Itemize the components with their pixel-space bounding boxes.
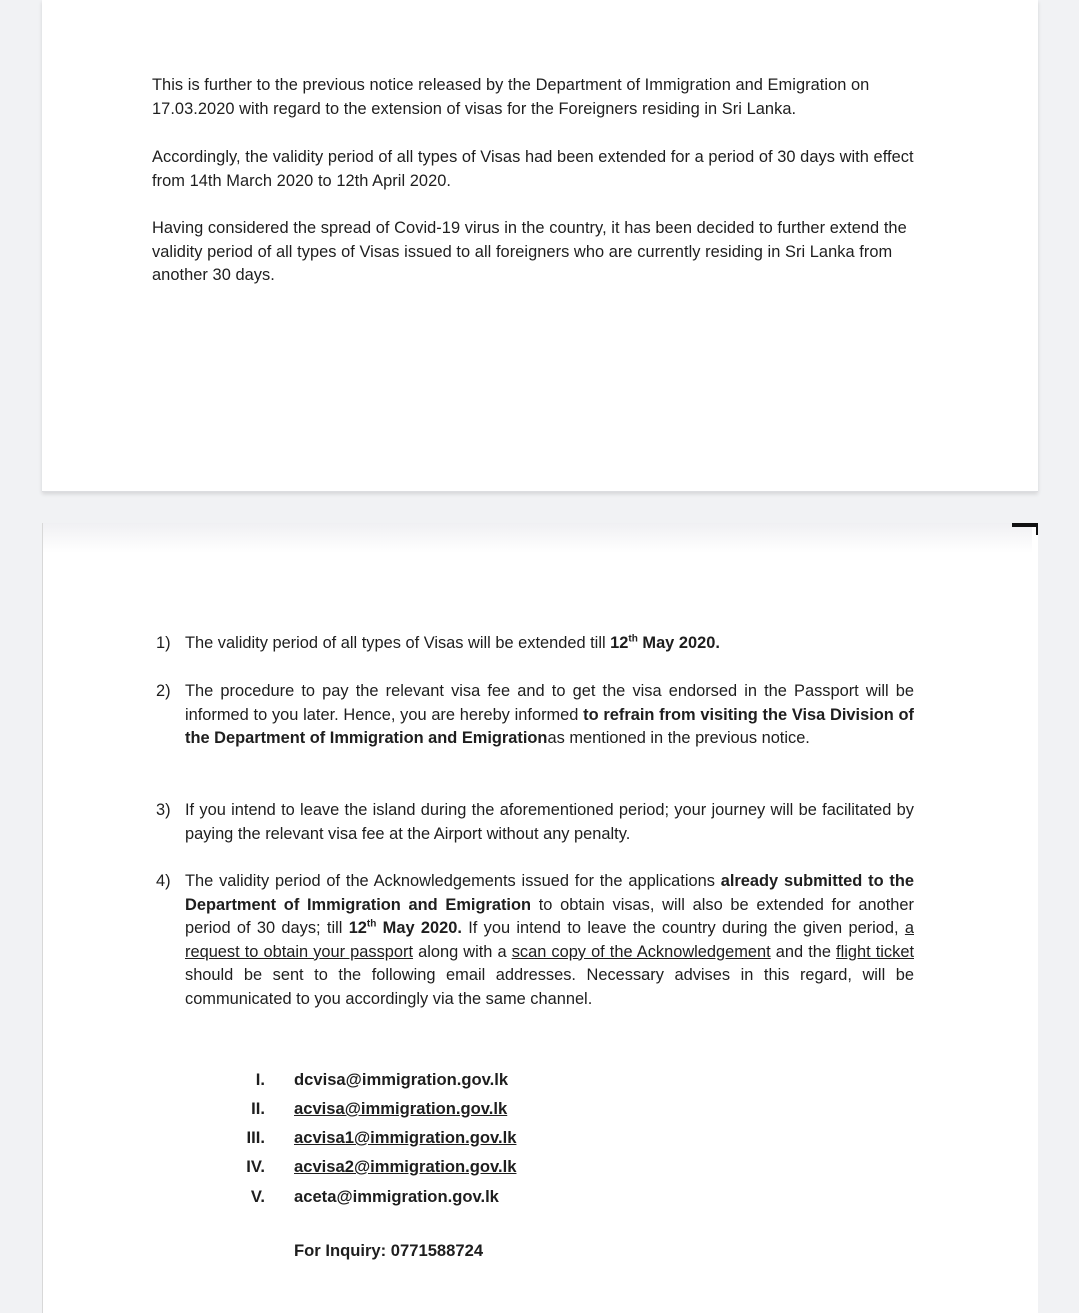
document-page-2 — [42, 523, 1038, 1313]
list-item-2 — [156, 680, 914, 751]
email-link[interactable]: acvisa@immigration.gov.lk — [294, 1099, 508, 1118]
scan-corner-mark — [1012, 523, 1038, 527]
paragraph-prior-extension: Accordingly, the validity period of all types of Visas had been extended for a period of 30 days with effect from 14th March 2020 to 12th April 2020. — [152, 148, 914, 190]
inquiry-phone: For Inquiry: 0771588724 — [294, 1241, 484, 1260]
paragraph-previous-notice: This is further to the previous notice released by the Department of Immigration and Emigration on 17.03.2020 with regard to the extension of visas for the Foreigners residing in Sri Lanka. — [152, 76, 870, 118]
underlined-flight-ticket: flight ticket — [836, 942, 914, 961]
item-number: 4) — [156, 872, 171, 890]
paragraph-further-extension: Having considered the spread of Covid-19 virus in the country, it has been decided to further extend the validity period of all types of Visas issued to all foreigners who are currently residing in Sri Lanka from another 30 days. — [152, 219, 907, 284]
document-page-1 — [42, 0, 1038, 492]
item-text: If you intend to leave the country during the given period, — [461, 919, 905, 937]
item-text: and the — [770, 942, 837, 961]
item-text: to obtain visas, will also be extended for another period of 30 days; till — [185, 895, 914, 937]
item-date-bold: 12th May 2020. — [348, 918, 462, 937]
list-item-4 — [156, 870, 914, 1011]
list-item-3 — [156, 799, 914, 846]
item-text: The validity period of the Acknowledgements issued for the applications — [185, 872, 721, 890]
scan-shadow — [42, 523, 1032, 553]
item-text: The validity period of all types of Visas will be extended till — [185, 634, 611, 652]
email-address[interactable]: dcvisa@immigration.gov.lk — [294, 1070, 509, 1089]
item-bold-text: already submitted to the Department of Immigration and Emigration — [185, 872, 914, 914]
scan-corner-mark-vertical — [1036, 523, 1038, 535]
roman-numeral: III. — [246, 1128, 265, 1147]
underlined-passport-request: a request to obtain your passport — [185, 919, 915, 961]
page-edge — [42, 523, 43, 1313]
item-text-end: as mentioned in the previous notice. — [547, 729, 810, 747]
email-link[interactable]: acvisa2@immigration.gov.lk — [294, 1157, 517, 1176]
item-text: should be sent to the following email addresses. Necessary advises in this regard, will be communicated to you accordingly via the same channel. — [185, 966, 914, 1008]
item-number: 3) — [156, 801, 171, 819]
item-number: 2) — [156, 682, 171, 700]
email-link[interactable]: acvisa1@immigration.gov.lk — [294, 1128, 517, 1147]
item-bold-text: to refrain from visiting the Visa Division of the Department of Immigration and Emigration — [185, 705, 914, 747]
roman-numeral: IV. — [246, 1157, 265, 1176]
roman-numeral: I. — [255, 1070, 265, 1089]
roman-numeral: II. — [251, 1099, 265, 1118]
list-item-1 — [156, 632, 914, 656]
roman-numeral: V. — [250, 1187, 265, 1206]
item-text: The procedure to pay the relevant visa fee and to get the visa endorsed in the Passport will be informed to you later. Hence, you are hereby informed — [185, 682, 914, 724]
email-address[interactable]: aceta@immigration.gov.lk — [294, 1187, 499, 1206]
item-number: 1) — [156, 634, 171, 652]
underlined-scan-copy: scan copy of the Acknowledgement — [511, 942, 771, 961]
item-date-bold: 12th May 2020. — [610, 633, 720, 652]
item-text: If you intend to leave the island during the aforementioned period; your journey will be facilitated by paying the relevant visa fee at the Airport without any penalty. — [185, 801, 914, 843]
item-text: along with a — [413, 942, 512, 961]
